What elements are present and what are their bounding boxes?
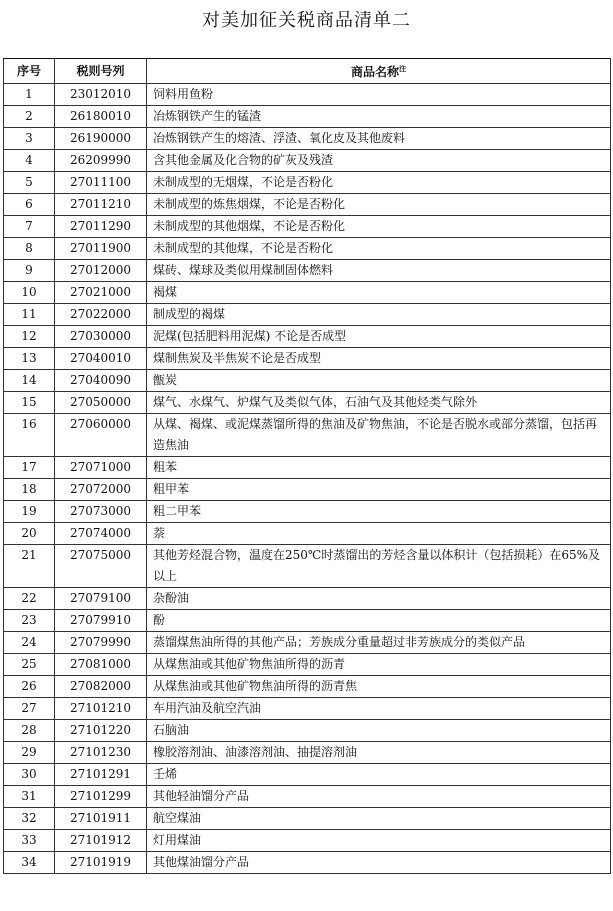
tariff-code-cell: 27075000 <box>55 545 147 588</box>
table-row <box>4 676 611 698</box>
header-product-name-label: 商品名称 <box>350 65 399 79</box>
header-serial-number: 序号 <box>4 59 55 84</box>
tariff-code-cell: 27073000 <box>55 501 147 523</box>
tariff-code-cell: 27011100 <box>55 172 147 194</box>
product-name-cell: 从煤焦油或其他矿物焦油所得的沥青焦 <box>147 676 611 698</box>
document-title: 对美加征关税商品清单二 <box>202 10 411 31</box>
serial-number-cell: 30 <box>4 764 55 786</box>
serial-number-cell: 24 <box>4 632 55 654</box>
table-row <box>4 326 611 348</box>
product-name-cell: 煤气、水煤气、炉煤气及类似气体，石油气及其他烃类气除外 <box>147 392 611 414</box>
tariff-code-cell: 27074000 <box>55 523 147 545</box>
product-name-cell: 石脑油 <box>147 720 611 742</box>
table-row <box>4 128 611 150</box>
tariff-code-cell: 27101230 <box>55 742 147 764</box>
table-row <box>4 764 611 786</box>
tariff-code-cell: 27011900 <box>55 238 147 260</box>
table-row <box>4 282 611 304</box>
product-name-cell: 未制成型的其他煤，不论是否粉化 <box>147 238 611 260</box>
product-name-cell: 制成型的褐煤 <box>147 304 611 326</box>
product-name-cell: 饲料用鱼粉 <box>147 84 611 106</box>
tariff-code-cell: 27101912 <box>55 830 147 852</box>
table-row <box>4 370 611 392</box>
serial-number-cell: 17 <box>4 457 55 479</box>
tariff-code-cell: 26209990 <box>55 150 147 172</box>
product-name-cell: 酚 <box>147 610 611 632</box>
serial-number-cell: 15 <box>4 392 55 414</box>
table-row <box>4 830 611 852</box>
tariff-code-cell: 26180010 <box>55 106 147 128</box>
tariff-code-cell: 27030000 <box>55 326 147 348</box>
serial-number-cell: 33 <box>4 830 55 852</box>
table-row <box>4 150 611 172</box>
serial-number-cell: 26 <box>4 676 55 698</box>
table-row <box>4 698 611 720</box>
tariff-code-cell: 27101210 <box>55 698 147 720</box>
serial-number-cell: 12 <box>4 326 55 348</box>
product-name-cell: 从煤、褐煤、或泥煤蒸馏所得的焦油及矿物焦油，不论是否脱水或部分蒸馏，包括再造焦油 <box>147 414 611 457</box>
product-name-cell: 粗苯 <box>147 457 611 479</box>
tariff-code-cell: 23012010 <box>55 84 147 106</box>
table-row <box>4 194 611 216</box>
product-name-cell: 未制成型的其他烟煤，不论是否粉化 <box>147 216 611 238</box>
tariff-code-cell: 27079100 <box>55 588 147 610</box>
table-row <box>4 786 611 808</box>
tariff-code-cell: 27082000 <box>55 676 147 698</box>
table-row <box>4 238 611 260</box>
header-note-marker: 注 <box>399 65 406 73</box>
serial-number-cell: 23 <box>4 610 55 632</box>
product-name-cell: 灯用煤油 <box>147 830 611 852</box>
product-name-cell: 未制成型的炼焦烟煤，不论是否粉化 <box>147 194 611 216</box>
serial-number-cell: 1 <box>4 84 55 106</box>
product-name-cell: 其他芳烃混合物，温度在250℃时蒸馏出的芳烃含量以体积计（包括损耗）在65%及以上 <box>147 545 611 588</box>
serial-number-cell: 3 <box>4 128 55 150</box>
tariff-code-cell: 27060000 <box>55 414 147 457</box>
table-row <box>4 348 611 370</box>
table-row <box>4 479 611 501</box>
table-row <box>4 588 611 610</box>
table-row <box>4 260 611 282</box>
table-row <box>4 742 611 764</box>
serial-number-cell: 10 <box>4 282 55 304</box>
serial-number-cell: 19 <box>4 501 55 523</box>
product-name-cell: 航空煤油 <box>147 808 611 830</box>
serial-number-cell: 4 <box>4 150 55 172</box>
serial-number-cell: 28 <box>4 720 55 742</box>
product-name-cell: 车用汽油及航空汽油 <box>147 698 611 720</box>
product-name-cell: 从煤焦油或其他矿物焦油所得的沥青 <box>147 654 611 676</box>
serial-number-cell: 31 <box>4 786 55 808</box>
product-name-cell: 冶炼钢铁产生的锰渣 <box>147 106 611 128</box>
tariff-code-cell: 27101220 <box>55 720 147 742</box>
serial-number-cell: 8 <box>4 238 55 260</box>
tariff-code-cell: 27011210 <box>55 194 147 216</box>
table-row <box>4 216 611 238</box>
product-name-cell: 其他轻油馏分产品 <box>147 786 611 808</box>
serial-number-cell: 20 <box>4 523 55 545</box>
product-name-cell: 冶炼钢铁产生的熔渣、浮渣、氧化皮及其他废料 <box>147 128 611 150</box>
tariff-code-cell: 27040010 <box>55 348 147 370</box>
header-product-name <box>147 59 611 84</box>
table-row <box>4 501 611 523</box>
product-name-cell: 含其他金属及化合物的矿灰及残渣 <box>147 150 611 172</box>
serial-number-cell: 27 <box>4 698 55 720</box>
tariff-code-cell: 27101919 <box>55 852 147 874</box>
tariff-code-cell: 27079910 <box>55 610 147 632</box>
table-row <box>4 106 611 128</box>
product-name-cell: 萘 <box>147 523 611 545</box>
serial-number-cell: 16 <box>4 414 55 457</box>
serial-number-cell: 34 <box>4 852 55 874</box>
tariff-code-cell: 27022000 <box>55 304 147 326</box>
table-row <box>4 808 611 830</box>
tariff-code-cell: 26190000 <box>55 128 147 150</box>
product-name-cell: 粗二甲苯 <box>147 501 611 523</box>
serial-number-cell: 22 <box>4 588 55 610</box>
tariff-code-cell: 27071000 <box>55 457 147 479</box>
product-name-cell: 粗甲苯 <box>147 479 611 501</box>
serial-number-cell: 11 <box>4 304 55 326</box>
product-name-cell: 蒸馏煤焦油所得的其他产品；芳族成分重量超过非芳族成分的类似产品 <box>147 632 611 654</box>
serial-number-cell: 29 <box>4 742 55 764</box>
tariff-code-cell: 27011290 <box>55 216 147 238</box>
tariff-code-cell: 27081000 <box>55 654 147 676</box>
header-tariff-code: 税则号列 <box>55 59 147 84</box>
serial-number-cell: 13 <box>4 348 55 370</box>
table-row <box>4 457 611 479</box>
serial-number-cell: 18 <box>4 479 55 501</box>
tariff-code-cell: 27079990 <box>55 632 147 654</box>
table-row <box>4 304 611 326</box>
table-row <box>4 610 611 632</box>
serial-number-cell: 21 <box>4 545 55 588</box>
product-name-cell: 褐煤 <box>147 282 611 304</box>
product-name-cell: 煤砖、煤球及类似用煤制固体燃料 <box>147 260 611 282</box>
table-row <box>4 545 611 588</box>
serial-number-cell: 2 <box>4 106 55 128</box>
serial-number-cell: 6 <box>4 194 55 216</box>
table-row <box>4 632 611 654</box>
table-row <box>4 392 611 414</box>
tariff-code-cell: 27101291 <box>55 764 147 786</box>
tariff-code-cell: 27072000 <box>55 479 147 501</box>
table-row <box>4 852 611 874</box>
table-body <box>4 84 611 874</box>
tariff-code-cell: 27040090 <box>55 370 147 392</box>
product-name-cell: 杂酚油 <box>147 588 611 610</box>
tariff-code-cell: 27021000 <box>55 282 147 304</box>
serial-number-cell: 25 <box>4 654 55 676</box>
serial-number-cell: 7 <box>4 216 55 238</box>
product-name-cell: 橡胶溶剂油、油漆溶剂油、抽提溶剂油 <box>147 742 611 764</box>
product-name-cell: 未制成型的无烟煤，不论是否粉化 <box>147 172 611 194</box>
product-name-cell: 壬烯 <box>147 764 611 786</box>
serial-number-cell: 5 <box>4 172 55 194</box>
product-name-cell: 泥煤(包括肥料用泥煤) 不论是否成型 <box>147 326 611 348</box>
table-row <box>4 172 611 194</box>
serial-number-cell: 32 <box>4 808 55 830</box>
tariff-code-cell: 27050000 <box>55 392 147 414</box>
serial-number-cell: 14 <box>4 370 55 392</box>
product-name-cell: 其他煤油馏分产品 <box>147 852 611 874</box>
table-row <box>4 84 611 106</box>
table-row <box>4 414 611 457</box>
table-row <box>4 720 611 742</box>
product-name-cell: 甑炭 <box>147 370 611 392</box>
tariff-code-cell: 27101911 <box>55 808 147 830</box>
tariff-code-cell: 27012000 <box>55 260 147 282</box>
table-header-row <box>4 59 611 84</box>
product-name-cell: 煤制焦炭及半焦炭不论是否成型 <box>147 348 611 370</box>
table-row <box>4 523 611 545</box>
tariff-table <box>3 58 611 874</box>
table-row <box>4 654 611 676</box>
serial-number-cell: 9 <box>4 260 55 282</box>
tariff-code-cell: 27101299 <box>55 786 147 808</box>
